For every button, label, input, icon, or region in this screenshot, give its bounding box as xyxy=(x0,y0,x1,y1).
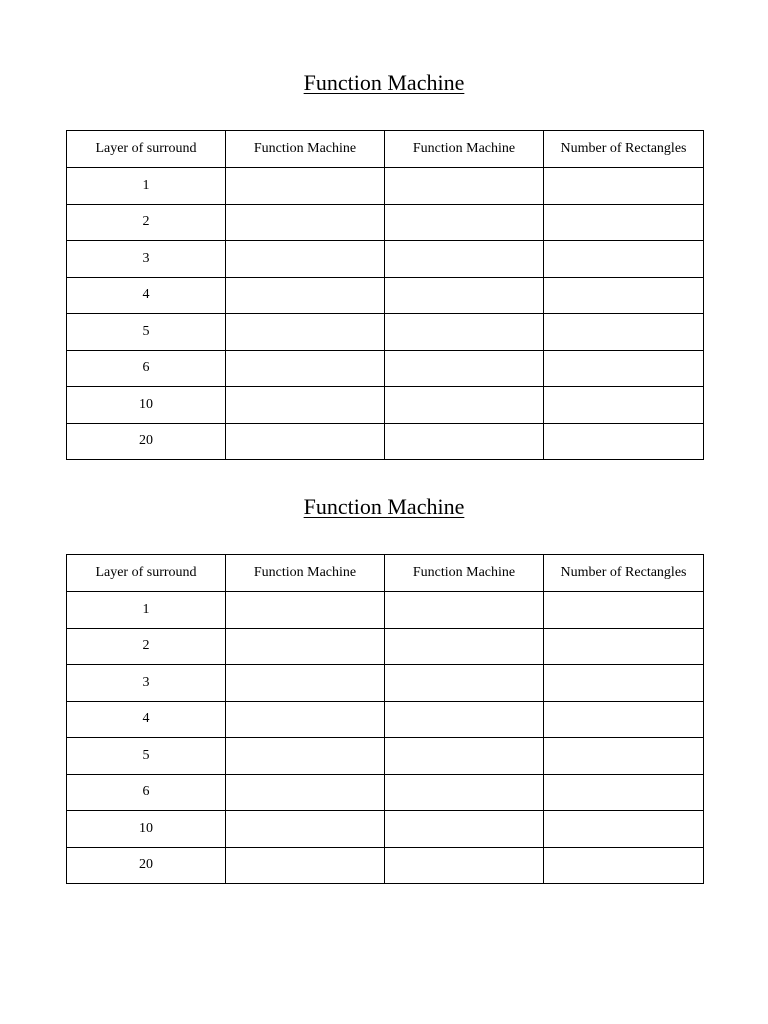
function-machine-2-cell[interactable] xyxy=(385,665,544,702)
table-row xyxy=(67,628,704,665)
function-machine-1-cell[interactable] xyxy=(226,738,385,775)
function-machine-1-cell[interactable] xyxy=(226,350,385,387)
table-row xyxy=(67,241,704,278)
function-machine-2-cell[interactable] xyxy=(385,241,544,278)
header-function-machine-1: Function Machine xyxy=(226,555,385,592)
function-machine-2-cell[interactable] xyxy=(385,168,544,205)
header-function-machine-2: Function Machine xyxy=(385,555,544,592)
table-header-row xyxy=(67,131,704,168)
number-of-rectangles-cell[interactable] xyxy=(544,204,704,241)
layer-cell: 4 xyxy=(67,701,226,738)
number-of-rectangles-cell[interactable] xyxy=(544,665,704,702)
layer-cell: 6 xyxy=(67,350,226,387)
function-machine-2-cell[interactable] xyxy=(385,277,544,314)
table-row xyxy=(67,387,704,424)
function-machine-1-cell[interactable] xyxy=(226,592,385,629)
table-row xyxy=(67,738,704,775)
layer-cell: 10 xyxy=(67,811,226,848)
number-of-rectangles-cell[interactable] xyxy=(544,847,704,884)
header-layer-of-surround: Layer of surround xyxy=(67,131,226,168)
number-of-rectangles-cell[interactable] xyxy=(544,592,704,629)
layer-cell: 4 xyxy=(67,277,226,314)
table-row xyxy=(67,314,704,351)
layer-cell: 10 xyxy=(67,387,226,424)
function-machine-1-cell[interactable] xyxy=(226,168,385,205)
layer-cell: 20 xyxy=(67,847,226,884)
table-header-row xyxy=(67,555,704,592)
table-row xyxy=(67,811,704,848)
number-of-rectangles-cell[interactable] xyxy=(544,738,704,775)
function-machine-1-cell[interactable] xyxy=(226,811,385,848)
table-row xyxy=(67,701,704,738)
function-machine-2-cell[interactable] xyxy=(385,350,544,387)
section-title: Function Machine xyxy=(303,494,465,519)
function-machine-1-cell[interactable] xyxy=(226,204,385,241)
number-of-rectangles-cell[interactable] xyxy=(544,277,704,314)
function-machine-1-cell[interactable] xyxy=(226,665,385,702)
function-machine-1-cell[interactable] xyxy=(226,423,385,460)
number-of-rectangles-cell[interactable] xyxy=(544,811,704,848)
header-layer-of-surround: Layer of surround xyxy=(67,555,226,592)
layer-cell: 5 xyxy=(67,314,226,351)
function-machine-1-cell[interactable] xyxy=(226,847,385,884)
number-of-rectangles-cell[interactable] xyxy=(544,701,704,738)
number-of-rectangles-cell[interactable] xyxy=(544,241,704,278)
layer-cell: 1 xyxy=(67,592,226,629)
number-of-rectangles-cell[interactable] xyxy=(544,314,704,351)
function-machine-2-cell[interactable] xyxy=(385,387,544,424)
function-machine-1-cell[interactable] xyxy=(226,314,385,351)
function-machine-table-1 xyxy=(66,130,704,460)
table-row xyxy=(67,350,704,387)
table-row xyxy=(67,774,704,811)
number-of-rectangles-cell[interactable] xyxy=(544,387,704,424)
header-function-machine-1: Function Machine xyxy=(226,131,385,168)
function-machine-2-cell[interactable] xyxy=(385,314,544,351)
function-machine-1-cell[interactable] xyxy=(226,701,385,738)
function-machine-2-cell[interactable] xyxy=(385,738,544,775)
number-of-rectangles-cell[interactable] xyxy=(544,350,704,387)
number-of-rectangles-cell[interactable] xyxy=(544,168,704,205)
layer-cell: 5 xyxy=(67,738,226,775)
function-machine-1-cell[interactable] xyxy=(226,241,385,278)
section-title: Function Machine xyxy=(303,70,465,95)
table-row xyxy=(67,277,704,314)
number-of-rectangles-cell[interactable] xyxy=(544,628,704,665)
function-machine-1-cell[interactable] xyxy=(226,387,385,424)
header-number-of-rectangles: Number of Rectangles xyxy=(544,131,704,168)
layer-cell: 20 xyxy=(67,423,226,460)
table-row xyxy=(67,665,704,702)
function-machine-2-cell[interactable] xyxy=(385,847,544,884)
table-row xyxy=(67,847,704,884)
table-row xyxy=(67,168,704,205)
layer-cell: 2 xyxy=(67,628,226,665)
layer-cell: 1 xyxy=(67,168,226,205)
function-machine-table-2 xyxy=(66,554,704,884)
layer-cell: 2 xyxy=(67,204,226,241)
header-number-of-rectangles: Number of Rectangles xyxy=(544,555,704,592)
function-machine-2-cell[interactable] xyxy=(385,423,544,460)
function-machine-2-cell[interactable] xyxy=(385,628,544,665)
function-machine-2-cell[interactable] xyxy=(385,204,544,241)
function-machine-1-cell[interactable] xyxy=(226,628,385,665)
function-machine-2-cell[interactable] xyxy=(385,592,544,629)
table-row xyxy=(67,423,704,460)
function-machine-2-cell[interactable] xyxy=(385,811,544,848)
function-machine-1-cell[interactable] xyxy=(226,774,385,811)
table-row xyxy=(67,592,704,629)
table-row xyxy=(67,204,704,241)
header-function-machine-2: Function Machine xyxy=(385,131,544,168)
function-machine-2-cell[interactable] xyxy=(385,701,544,738)
number-of-rectangles-cell[interactable] xyxy=(544,774,704,811)
function-machine-2-cell[interactable] xyxy=(385,774,544,811)
function-machine-1-cell[interactable] xyxy=(226,277,385,314)
layer-cell: 3 xyxy=(67,241,226,278)
layer-cell: 6 xyxy=(67,774,226,811)
layer-cell: 3 xyxy=(67,665,226,702)
number-of-rectangles-cell[interactable] xyxy=(544,423,704,460)
